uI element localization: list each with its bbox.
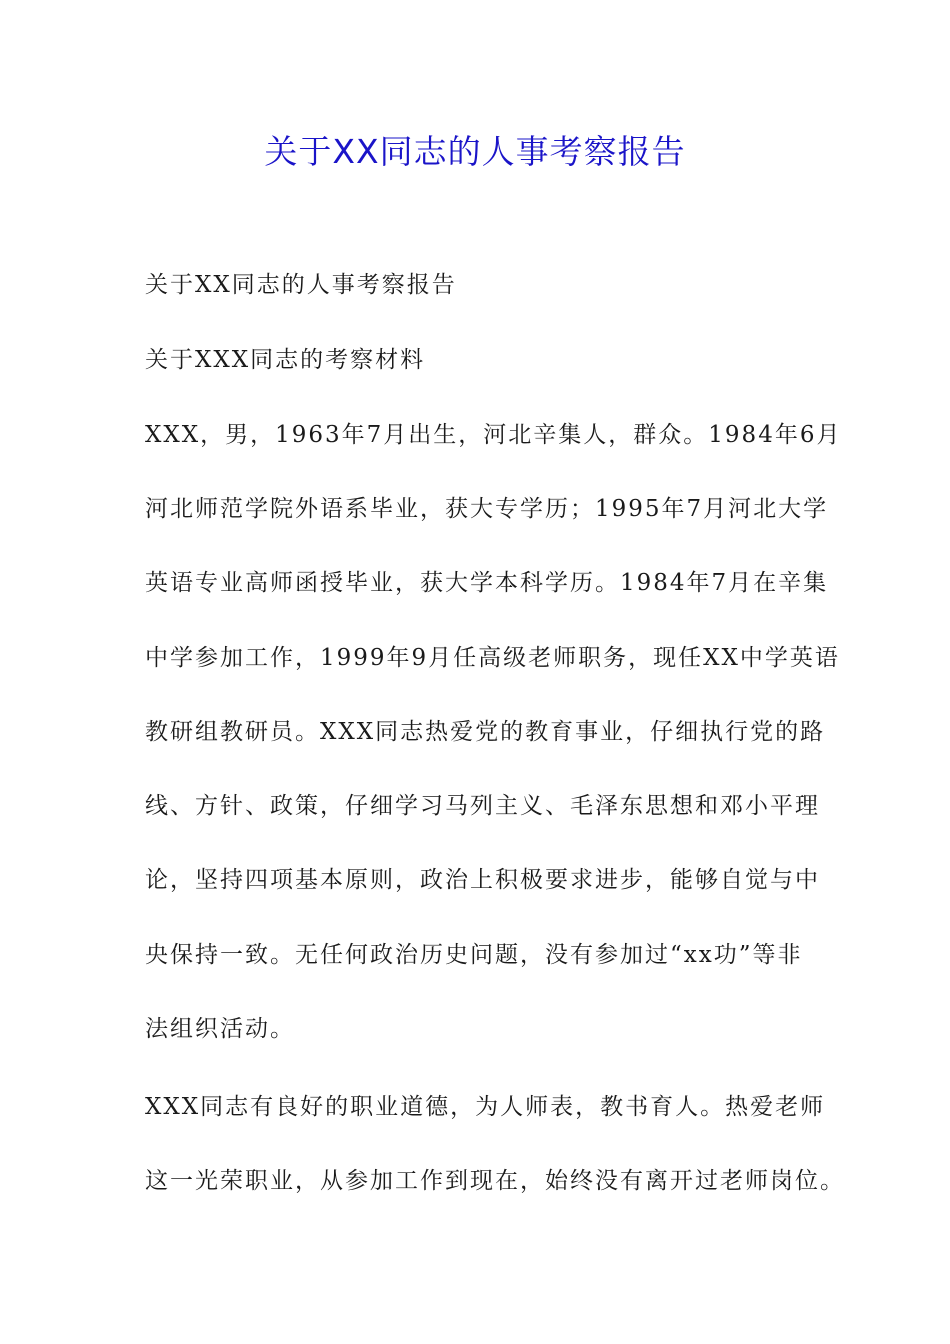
body-line-3: XXX，男，1963年7月出生，河北辛集人，群众。1984年6月 bbox=[145, 422, 842, 448]
body-line-8: 线、方针、政策，仔细学习马列主义、毛泽东思想和邓小平理 bbox=[145, 793, 820, 819]
body-line-1: 关于XX同志的人事考察报告 bbox=[145, 272, 457, 298]
body-line-12: XXX同志有良好的职业道德，为人师表，教书育人。热爱老师 bbox=[145, 1094, 826, 1120]
body-line-10: 央保持一致。无任何政治历史问题，没有参加过“xx功”等非 bbox=[145, 942, 803, 968]
body-line-13: 这一光荣职业，从参加工作到现在，始终没有离开过老师岗位。 bbox=[145, 1168, 845, 1194]
body-line-5: 英语专业高师函授毕业，获大学本科学历。1984年7月在辛集 bbox=[145, 570, 829, 596]
body-line-9: 论，坚持四项基本原则，政治上积极要求进步，能够自觉与中 bbox=[145, 867, 820, 893]
body-line-6: 中学参加工作，1999年9月任高级老师职务，现任XX中学英语 bbox=[145, 645, 840, 671]
document-title: 关于XX同志的人事考察报告 bbox=[264, 132, 686, 171]
body-line-4: 河北师范学院外语系毕业，获大专学历；1995年7月河北大学 bbox=[145, 496, 829, 522]
body-line-2: 关于XXX同志的考察材料 bbox=[145, 347, 426, 373]
body-line-11: 法组织活动。 bbox=[145, 1016, 295, 1042]
body-line-7: 教研组教研员。XXX同志热爱党的教育事业，仔细执行党的路 bbox=[145, 719, 826, 745]
